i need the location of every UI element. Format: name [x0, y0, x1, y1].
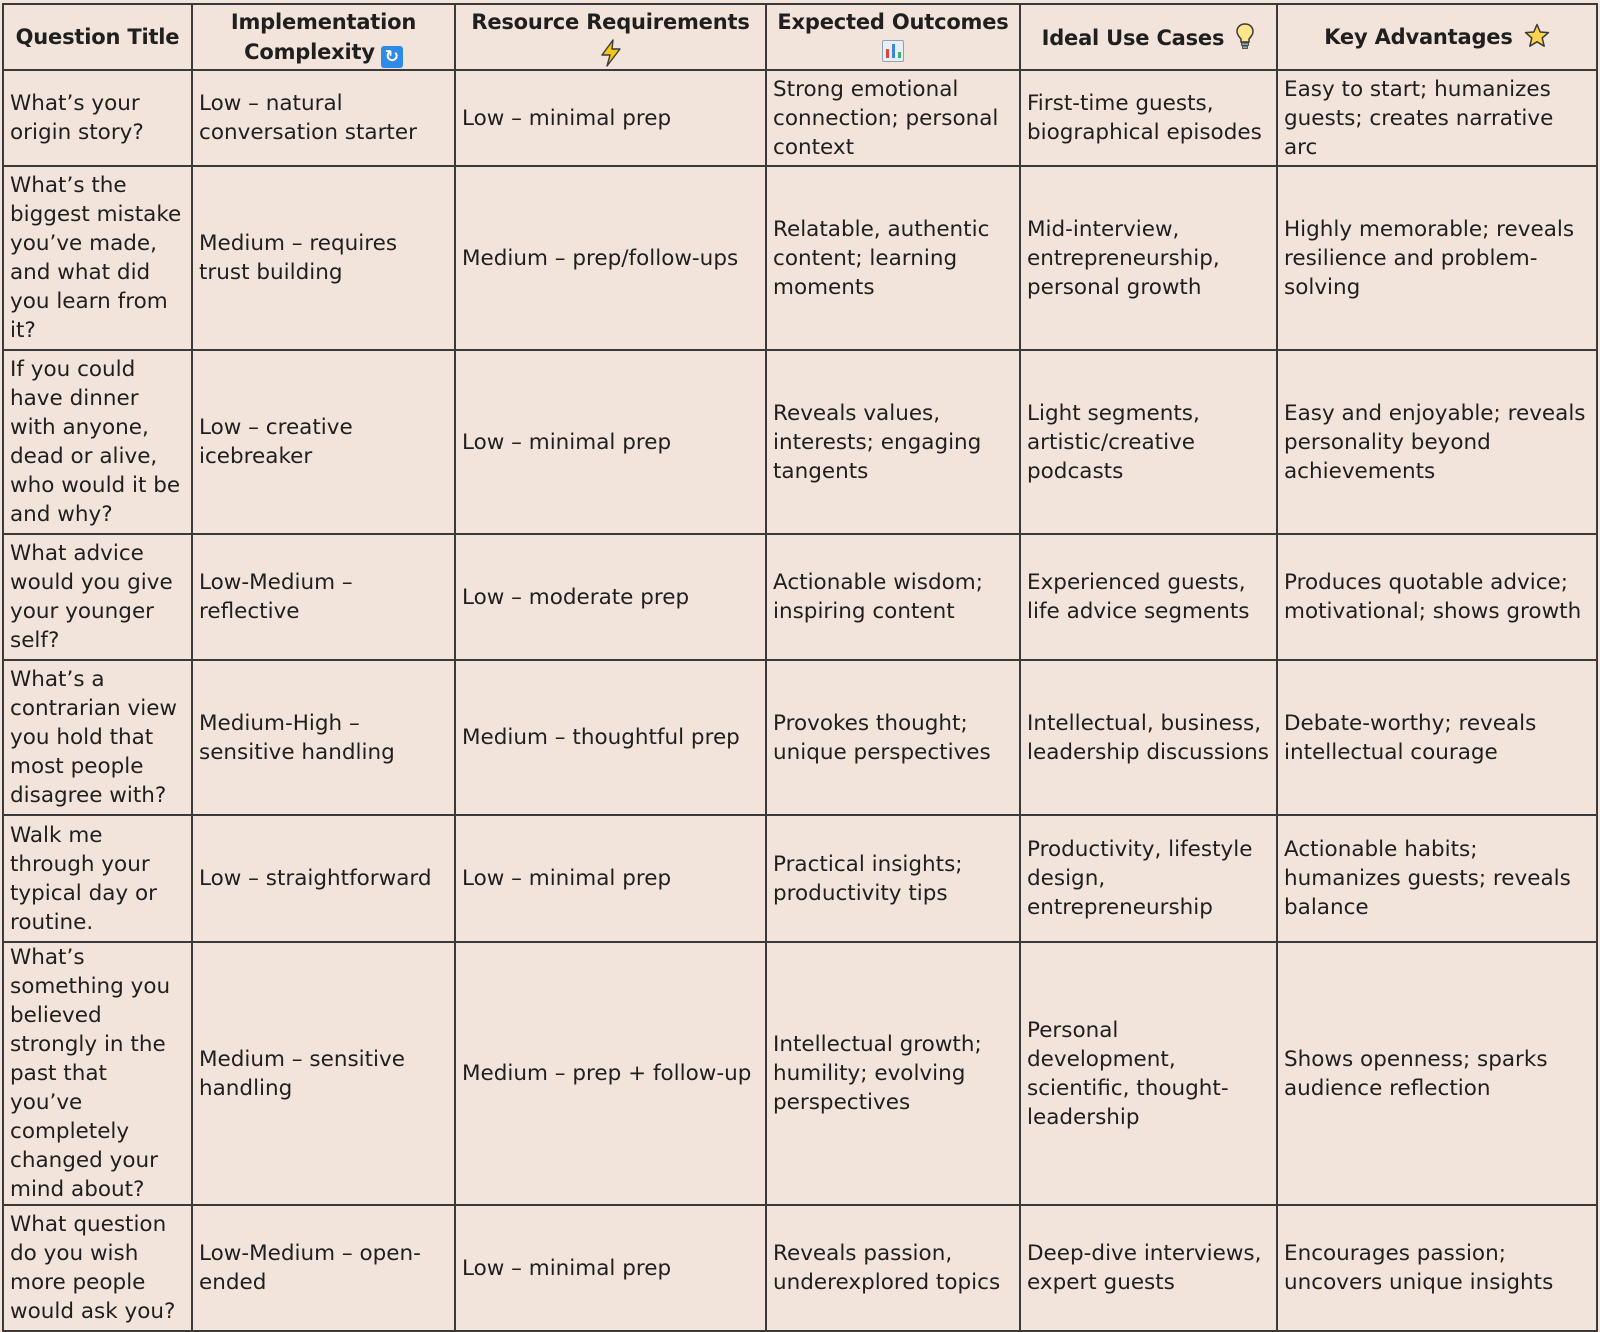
header-key-advantages: [1277, 4, 1597, 70]
cell-advantages: Shows openness; sparks audience reflection: [1277, 942, 1597, 1205]
cell-resources: Medium – thoughtful prep: [455, 660, 766, 815]
cell-resources: Low – minimal prep: [455, 350, 766, 534]
cell-outcomes: Strong emotional connection; personal context: [766, 70, 1020, 166]
cell-use-cases: Intellectual, business, leadership discussions: [1020, 660, 1277, 815]
star-icon: [1524, 23, 1550, 49]
cell-question: What’s something you believed strongly in the past that you’ve completely changed your mind about?: [3, 942, 192, 1205]
lightbulb-icon: [1235, 22, 1255, 50]
table-row: [3, 350, 1597, 534]
cell-resources: Low – minimal prep: [455, 815, 766, 942]
lightning-icon: [598, 39, 624, 67]
cell-outcomes: Intellectual growth; humility; evolving perspectives: [766, 942, 1020, 1205]
cell-advantages: Debate-worthy; reveals intellectual courage: [1277, 660, 1597, 815]
cell-resources: Low – moderate prep: [455, 534, 766, 660]
table-row: [3, 1205, 1597, 1331]
cell-resources: Medium – prep/follow-ups: [455, 166, 766, 350]
header-question-title: [3, 4, 192, 70]
cell-advantages: Easy and enjoyable; reveals personality beyond achievements: [1277, 350, 1597, 534]
cell-use-cases: First-time guests, biographical episodes: [1020, 70, 1277, 166]
header-implementation-complexity-line1: Implementation: [230, 9, 417, 34]
cell-advantages: Encourages passion; uncovers unique insights: [1277, 1205, 1597, 1331]
table-row: [3, 815, 1597, 942]
header-ideal-use-cases: [1020, 4, 1277, 70]
cell-use-cases: Deep-dive interviews, expert guests: [1020, 1205, 1277, 1331]
header-resource-requirements: [455, 4, 766, 70]
cell-question: What’s the biggest mistake you’ve made, and what did you learn from it?: [3, 166, 192, 350]
cell-outcomes: Reveals passion, underexplored topics: [766, 1205, 1020, 1331]
header-implementation-complexity: [192, 4, 455, 70]
cell-use-cases: Experienced guests, life advice segments: [1020, 534, 1277, 660]
cell-advantages: Produces quotable advice; motivational; shows growth: [1277, 534, 1597, 660]
table-row: [3, 166, 1597, 350]
cell-outcomes: Reveals values, interests; engaging tangents: [766, 350, 1020, 534]
cell-advantages: Highly memorable; reveals resilience and problem-solving: [1277, 166, 1597, 350]
cell-complexity: Low – straightforward: [192, 815, 455, 942]
header-resource-requirements-label: Resource Requirements: [471, 10, 750, 34]
cell-question: What’s a contrarian view you hold that most people disagree with?: [3, 660, 192, 815]
cell-complexity: Low-Medium – open-ended: [192, 1205, 455, 1331]
cell-resources: Medium – prep + follow-up: [455, 942, 766, 1205]
cell-complexity: Low – natural conversation starter: [192, 70, 455, 166]
cell-use-cases: Personal development, scientific, thought-leadership: [1020, 942, 1277, 1205]
cell-outcomes: Practical insights; productivity tips: [766, 815, 1020, 942]
header-ideal-use-cases-label: Ideal Use Cases: [1041, 25, 1225, 50]
cell-question: If you could have dinner with anyone, dead or alive, who would it be and why?: [3, 350, 192, 534]
header-implementation-complexity-line2: Complexity: [244, 39, 375, 64]
cell-use-cases: Mid-interview, entrepreneurship, personal growth: [1020, 166, 1277, 350]
cell-use-cases: Productivity, lifestyle design, entrepreneurship: [1020, 815, 1277, 942]
cell-advantages: Easy to start; humanizes guests; creates narrative arc: [1277, 70, 1597, 166]
cell-question: Walk me through your typical day or routine.: [3, 815, 192, 942]
refresh-icon: ↻: [381, 46, 403, 68]
cell-complexity: Medium – sensitive handling: [192, 942, 455, 1205]
question-comparison-table: [2, 3, 1598, 1332]
cell-resources: Low – minimal prep: [455, 1205, 766, 1331]
cell-question: What question do you wish more people would ask you?: [3, 1205, 192, 1331]
table-row: [3, 70, 1597, 166]
cell-question: What advice would you give your younger self?: [3, 534, 192, 660]
cell-outcomes: Actionable wisdom; inspiring content: [766, 534, 1020, 660]
header-expected-outcomes-label: Expected Outcomes: [777, 10, 1009, 34]
cell-question: What’s your origin story?: [3, 70, 192, 166]
cell-outcomes: Relatable, authentic content; learning moments: [766, 166, 1020, 350]
cell-complexity: Medium-High – sensitive handling: [192, 660, 455, 815]
table-row: [3, 942, 1597, 1205]
cell-resources: Low – minimal prep: [455, 70, 766, 166]
bar-chart-icon: [882, 40, 904, 62]
header-key-advantages-label: Key Advantages: [1324, 25, 1513, 49]
header-row: [3, 4, 1597, 70]
header-expected-outcomes: [766, 4, 1020, 70]
header-question-title-label: Question Title: [15, 25, 180, 49]
table-row: [3, 534, 1597, 660]
cell-outcomes: Provokes thought; unique perspectives: [766, 660, 1020, 815]
cell-complexity: Low-Medium – reflective: [192, 534, 455, 660]
table-row: [3, 660, 1597, 815]
cell-complexity: Low – creative icebreaker: [192, 350, 455, 534]
cell-use-cases: Light segments, artistic/creative podcasts: [1020, 350, 1277, 534]
cell-advantages: Actionable habits; humanizes guests; reveals balance: [1277, 815, 1597, 942]
cell-complexity: Medium – requires trust building: [192, 166, 455, 350]
